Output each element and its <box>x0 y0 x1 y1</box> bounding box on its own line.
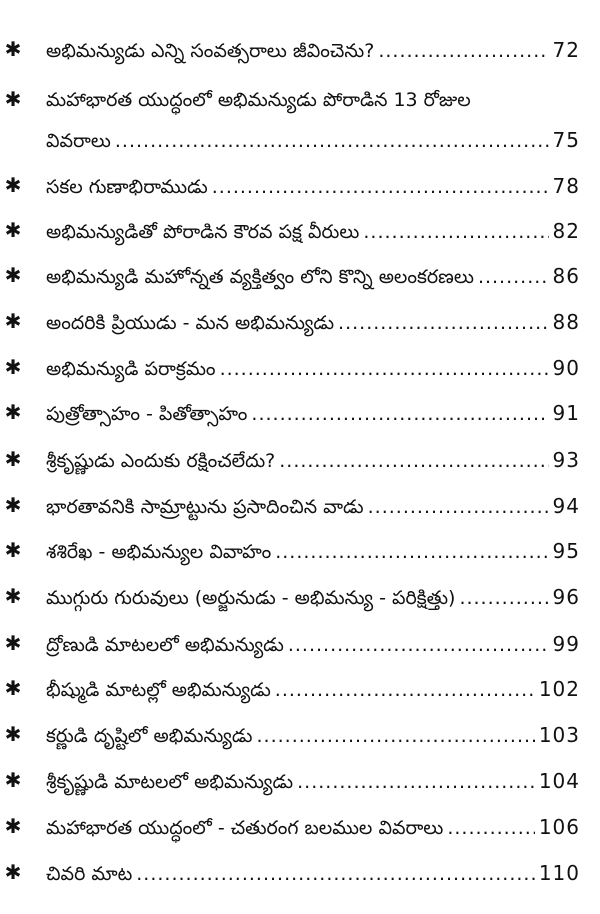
entry-title: చివరి మాట <box>46 863 133 885</box>
toc-entry-3[interactable] <box>0 168 600 208</box>
entry-title: ద్రోణుడి మాటలలో అభిమన్యుడు <box>46 634 284 656</box>
toc-entry-11[interactable] <box>0 533 600 573</box>
leader-dots <box>257 718 535 754</box>
toc-entry-7[interactable] <box>0 350 600 390</box>
entry-title: కర్ణుడి దృష్టిలో అభిమన్యుడు <box>46 725 253 747</box>
leader-dots <box>136 856 535 892</box>
entry-page-number: 110 <box>538 861 580 885</box>
entry-title: అభిమన్యుడి పరాక్రమం <box>46 358 216 380</box>
entry-page-number: 75 <box>552 128 580 152</box>
leader-dots <box>275 534 548 570</box>
entry-title: అభిమన్యుడు ఎన్ని సంవత్సరాలు జీవించెను? <box>46 40 375 62</box>
leader-dots <box>288 627 549 663</box>
entry-title: శ్రీకృష్ణుడు ఎందుకు రక్షించలేదు? <box>46 450 276 472</box>
entry-page-number: 93 <box>552 448 580 472</box>
toc-entry-6[interactable] <box>0 304 600 344</box>
leader-dots <box>251 396 548 432</box>
leader-dots <box>220 351 549 387</box>
bullet-star-icon: ✱ <box>4 87 22 111</box>
entry-title: అభిమన్యుడితో పోరాడిన కౌరవ పక్ష వీరులు <box>46 221 360 243</box>
bullet-star-icon: ✱ <box>4 584 22 608</box>
bullet-star-icon: ✱ <box>4 538 22 562</box>
bullet-star-icon: ✱ <box>4 814 22 838</box>
entry-page-number: 103 <box>538 723 580 747</box>
bullet-star-icon: ✱ <box>4 218 22 242</box>
entry-page-number: 104 <box>538 769 580 793</box>
entry-title: పుత్రోత్సాహం - పితోత్సాహం <box>46 403 248 425</box>
toc-entry-1[interactable] <box>0 32 600 72</box>
entry-page-number: 106 <box>538 815 580 839</box>
leader-dots <box>297 764 535 800</box>
toc-entry-18[interactable] <box>0 855 600 895</box>
bullet-star-icon: ✱ <box>4 263 22 287</box>
entry-page-number: 86 <box>552 264 580 288</box>
bullet-star-icon: ✱ <box>4 173 22 197</box>
toc-entry-9[interactable] <box>0 442 600 482</box>
toc-entry-14[interactable] <box>0 671 600 711</box>
entry-page-number: 91 <box>552 401 580 425</box>
bullet-star-icon: ✱ <box>4 493 22 517</box>
bullet-star-icon: ✱ <box>4 722 22 746</box>
toc-entry-2[interactable] <box>0 82 600 162</box>
bullet-star-icon: ✱ <box>4 631 22 655</box>
leader-dots <box>275 672 535 708</box>
entry-title: భారతావనికి సామ్రాట్టును ప్రసాదించిన వాడు <box>46 496 364 518</box>
entry-page-number: 78 <box>552 174 580 198</box>
entry-page-number: 99 <box>552 632 580 656</box>
entry-page-number: 102 <box>538 677 580 701</box>
bullet-star-icon: ✱ <box>4 355 22 379</box>
leader-dots <box>115 123 549 159</box>
leader-dots <box>459 580 548 616</box>
bullet-star-icon: ✱ <box>4 768 22 792</box>
leader-dots <box>368 489 549 525</box>
toc-entry-12[interactable] <box>0 579 600 619</box>
bullet-star-icon: ✱ <box>4 37 22 61</box>
entry-title: భీష్ముడి మాటల్లో అభిమన్యుడు <box>46 679 271 701</box>
entry-page-number: 94 <box>552 494 580 518</box>
toc-entry-17[interactable] <box>0 809 600 849</box>
entry-page-number: 95 <box>552 539 580 563</box>
bullet-star-icon: ✱ <box>4 860 22 884</box>
entry-page-number: 88 <box>552 310 580 334</box>
bullet-star-icon: ✱ <box>4 676 22 700</box>
leader-dots <box>363 214 548 250</box>
entry-title: వివరాలు <box>46 130 111 152</box>
toc-entry-8[interactable] <box>0 395 600 435</box>
entry-page-number: 90 <box>552 356 580 380</box>
entry-page-number: 72 <box>552 38 580 62</box>
entry-title: అభిమన్యుడి మహోన్నత వ్యక్తిత్వం లోని కొన్ని అలంకరణలు <box>46 266 474 288</box>
entry-title: సకల గుణాభిరాముడు <box>46 176 208 198</box>
toc-entry-4[interactable] <box>0 213 600 253</box>
entry-title-line1: మహాభారత యుద్ధంలో అభిమన్యుడు పోరాడిన 13 రోజుల <box>46 89 471 111</box>
toc-entry-10[interactable] <box>0 488 600 528</box>
leader-dots <box>212 169 549 205</box>
entry-title: శ్రీకృష్ణుడి మాటలలో అభిమన్యుడు <box>46 771 294 793</box>
leader-dots <box>447 810 534 846</box>
leader-dots <box>279 443 548 479</box>
entry-title: మహాభారత యుద్ధంలో - చతురంగ బలముల వివరాలు <box>46 817 444 839</box>
entry-page-number: 96 <box>552 585 580 609</box>
toc-entry-13[interactable] <box>0 626 600 666</box>
bullet-star-icon: ✱ <box>4 447 22 471</box>
leader-dots <box>378 33 548 69</box>
entry-title: ముగ్గురు గురువులు (అర్జునుడు - అభిమన్యు - పరిక్షిత్తు) <box>46 587 456 609</box>
leader-dots <box>338 305 549 341</box>
toc-entry-15[interactable] <box>0 717 600 757</box>
entry-title: శశిరేఖ - అభిమన్యుల వివాహం <box>46 541 272 563</box>
toc-entry-5[interactable] <box>0 258 600 298</box>
toc-entry-16[interactable] <box>0 763 600 803</box>
entry-page-number: 82 <box>552 219 580 243</box>
leader-dots <box>478 259 549 295</box>
bullet-star-icon: ✱ <box>4 309 22 333</box>
bullet-star-icon: ✱ <box>4 400 22 424</box>
entry-title: అందరికి ప్రియుడు - మన అభిమన్యుడు <box>46 312 335 334</box>
